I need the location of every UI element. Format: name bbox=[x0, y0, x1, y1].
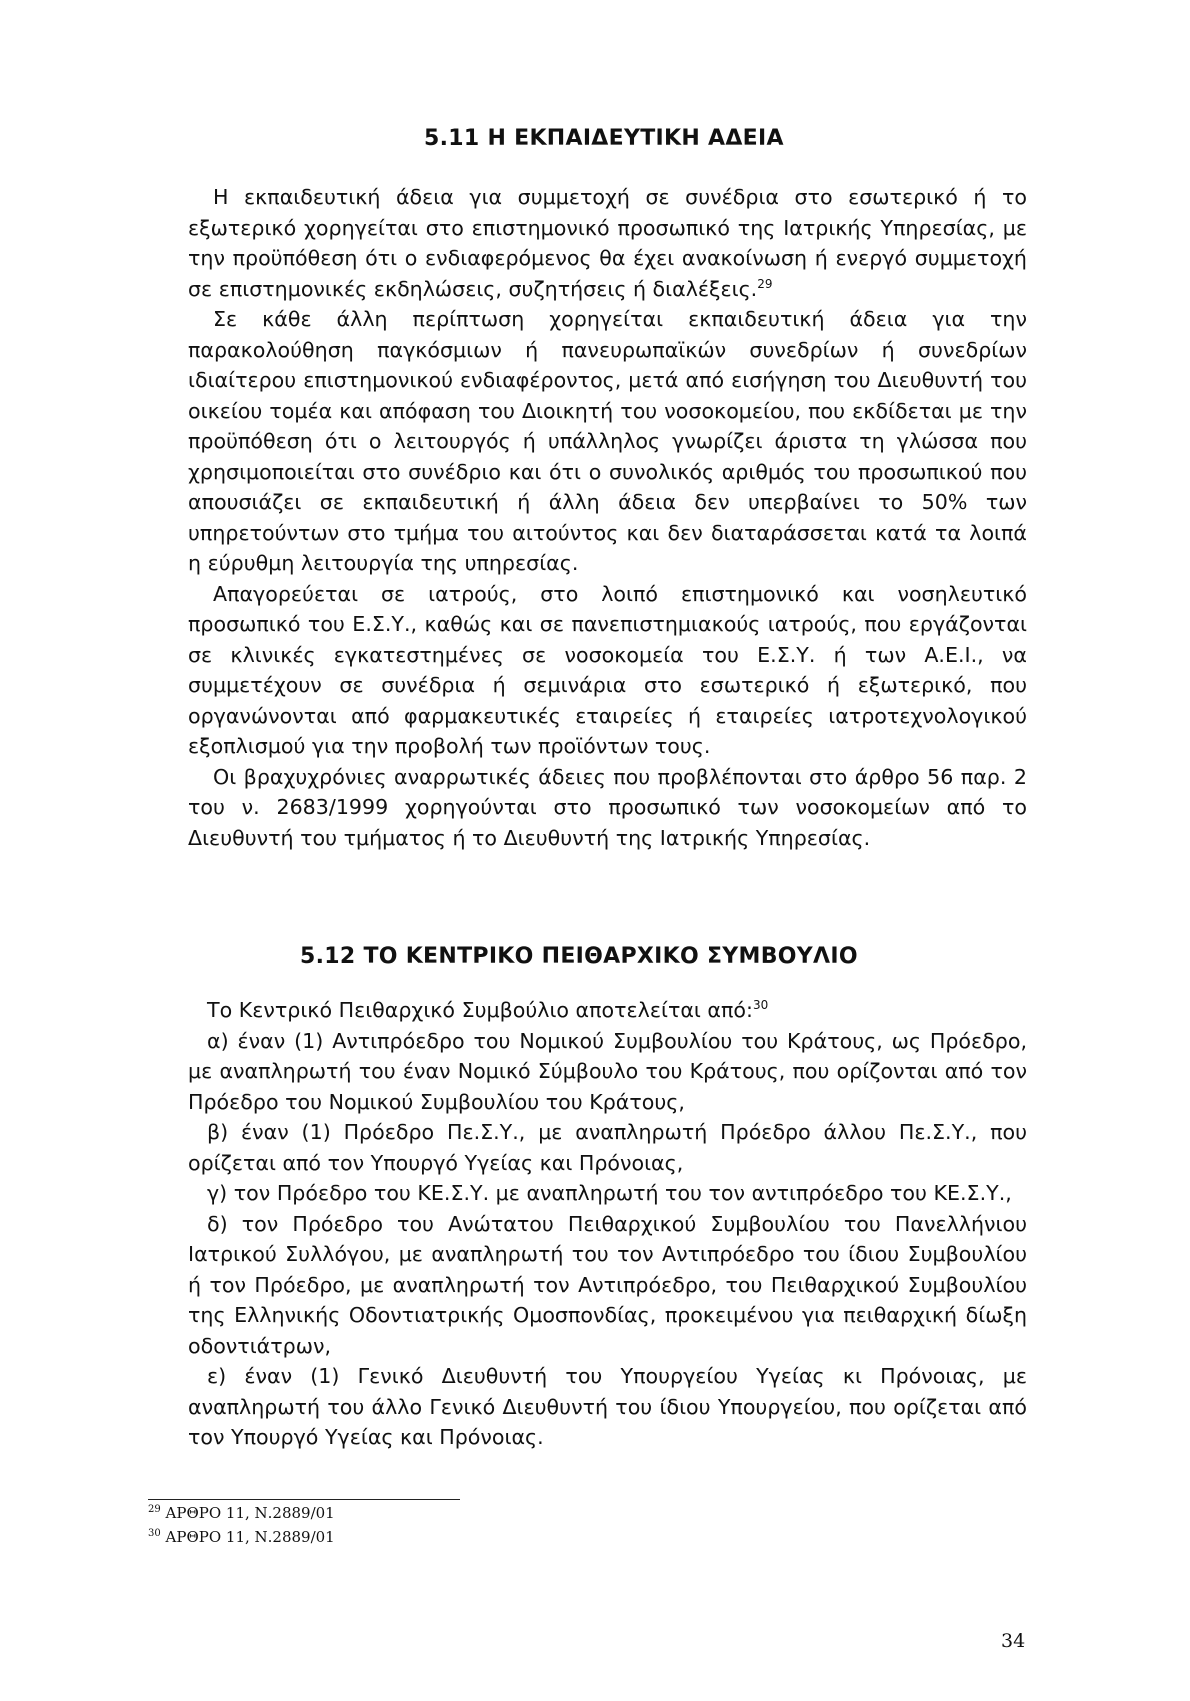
paragraph bbox=[188, 182, 1027, 304]
footnote-ref: 30 bbox=[752, 998, 769, 1013]
paragraph: Οι βραχυχρόνιες αναρρωτικές άδειες που προβλέπονται στο άρθρο 56 παρ. 2 του ν. 2683/1999 χορηγούνται στο προσωπικό των νοσοκομείων από το Διευθυντή του τμήματος ή το Διευθυντή της Ιατρικής Υπηρεσίας. bbox=[188, 764, 1027, 850]
footnote-number: 29 bbox=[148, 1504, 161, 1515]
section-5-12-body bbox=[188, 995, 1027, 1453]
footnote bbox=[148, 1504, 335, 1522]
paragraph: Σε κάθε άλλη περίπτωση χορηγείται εκπαιδευτική άδεια για την παρακολούθηση παγκόσμιων ή πανευρωπαϊκών συνεδρίων ή συνεδρίων ιδιαίτερου επιστημονικού ενδιαφέροντος, μετά από εισήγηση του Διευθυντή του οικείου τομέα και απόφαση του Διοικητή του νοσοκομείου, που εκδίδεται με την προϋπόθεση ότι ο λειτουργός ή υπάλληλος γνωρίζει άριστα τη γλώσσα που χρησιμοποιείται στο συνέδριο και ότι ο συνολικός αριθμός του προσωπικού που απουσιάζει σε εκπαιδευτική ή άλλη άδεια δεν υπερβαίνει το 50% των υπηρετούντων στο τμήμα του αιτούντος και δεν διαταράσσεται κατά τα λοιπά η εύρυθμη λειτουργία της υπηρεσίας. bbox=[188, 307, 1027, 575]
paragraph-text: Η εκπαιδευτική άδεια για συμμετοχή σε συνέδρια στο εσωτερικό ή το εξωτερικό χορηγείται στο επιστημονικό προσωπικό της Ιατρικής Υπηρεσίας, με την προϋπόθεση ότι ο ενδιαφερόμενος θα έχει ανακοίνωση ή ενεργό συμμετοχή σε επιστημονικές εκδηλώσεις, συζητήσεις ή διαλέξεις. bbox=[188, 185, 1027, 301]
footnote-text: ΑΡΘΡΟ 11, Ν.2889/01 bbox=[165, 1504, 335, 1522]
list-item: δ) τον Πρόεδρο του Ανώτατου Πειθαρχικού Συμβουλίου του Πανελλήνιου Ιατρικού Συλλόγου, με αναπληρωτή του τον Αντιπρόεδρο του ίδιου Συμβουλίου ή τον Πρόεδρο, με αναπληρωτή τον Αντιπρόεδρο, του Πειθαρχικού Συμβουλίου της Ελληνικής Οδοντιατρικής Ομοσπονδίας, προκειμένου για πειθαρχική δίωξη οδοντιάτρων, bbox=[188, 1211, 1027, 1358]
section-title-5-12: 5.12 ΤΟ ΚΕΝΤΡΙΚΟ ΠΕΙΘΑΡΧΙΚΟ ΣΥΜΒΟΥΛΙΟ bbox=[300, 944, 858, 969]
footnote-number: 30 bbox=[148, 1528, 161, 1539]
paragraph bbox=[188, 995, 1027, 1026]
footnote-divider bbox=[148, 1499, 460, 1500]
list-item: ε) έναν (1) Γενικό Διευθυντή του Υπουργείου Υγείας κι Πρόνοιας, με αναπληρωτή του άλλο Γενικό Διευθυντή του ίδιου Υπουργείου, που ορίζεται από τον Υπουργό Υγείας και Πρόνοιας. bbox=[188, 1364, 1027, 1449]
list-item: γ) τον Πρόεδρο του ΚΕ.Σ.Υ. με αναπληρωτή του τον αντιπρόεδρο του ΚΕ.Σ.Υ., bbox=[207, 1181, 1012, 1205]
footnote-text: ΑΡΘΡΟ 11, Ν.2889/01 bbox=[165, 1528, 335, 1546]
footnote bbox=[148, 1528, 335, 1546]
list-item: β) έναν (1) Πρόεδρο Πε.Σ.Υ., με αναπληρωτή Πρόεδρο άλλου Πε.Σ.Υ., που ορίζεται από τον Υπουργό Υγείας και Πρόνοιας, bbox=[188, 1120, 1027, 1175]
footnote-ref: 29 bbox=[757, 276, 773, 291]
section-title-5-11: 5.11 Η ΕΚΠΑΙΔΕΥΤΙΚΗ ΑΔΕΙΑ bbox=[424, 126, 784, 151]
paragraph-text: Το Κεντρικό Πειθαρχικό Συμβούλιο αποτελείται από: bbox=[207, 998, 753, 1022]
paragraph: Απαγορεύεται σε ιατρούς, στο λοιπό επιστημονικό και νοσηλευτικό προσωπικό του Ε.Σ.Υ., καθώς και σε πανεπιστημιακούς ιατρούς, που εργάζονται σε κλινικές εγκατεστημένες σε νοσοκομεία του Ε.Σ.Υ. ή των Α.Ε.Ι., να συμμετέχουν σε συνέδρια ή σεμινάρια στο εσωτερικό ή εξωτερικό, που οργανώνονται από φαρμακευτικές εταιρείες ή εταιρείες ιατροτεχνολογικού εξοπλισμού για την προβολή των προϊόντων τους. bbox=[188, 581, 1027, 758]
section-5-11-body bbox=[188, 182, 1027, 853]
page-number: 34 bbox=[1001, 1630, 1026, 1652]
list-item: α) έναν (1) Αντιπρόεδρο του Νομικού Συμβουλίου του Κράτους, ως Πρόεδρο, με αναπληρωτή του έναν Νομικό Σύμβουλο του Κράτους, που ορίζονται από τον Πρόεδρο του Νομικού Συμβουλίου του Κράτους, bbox=[188, 1028, 1027, 1114]
